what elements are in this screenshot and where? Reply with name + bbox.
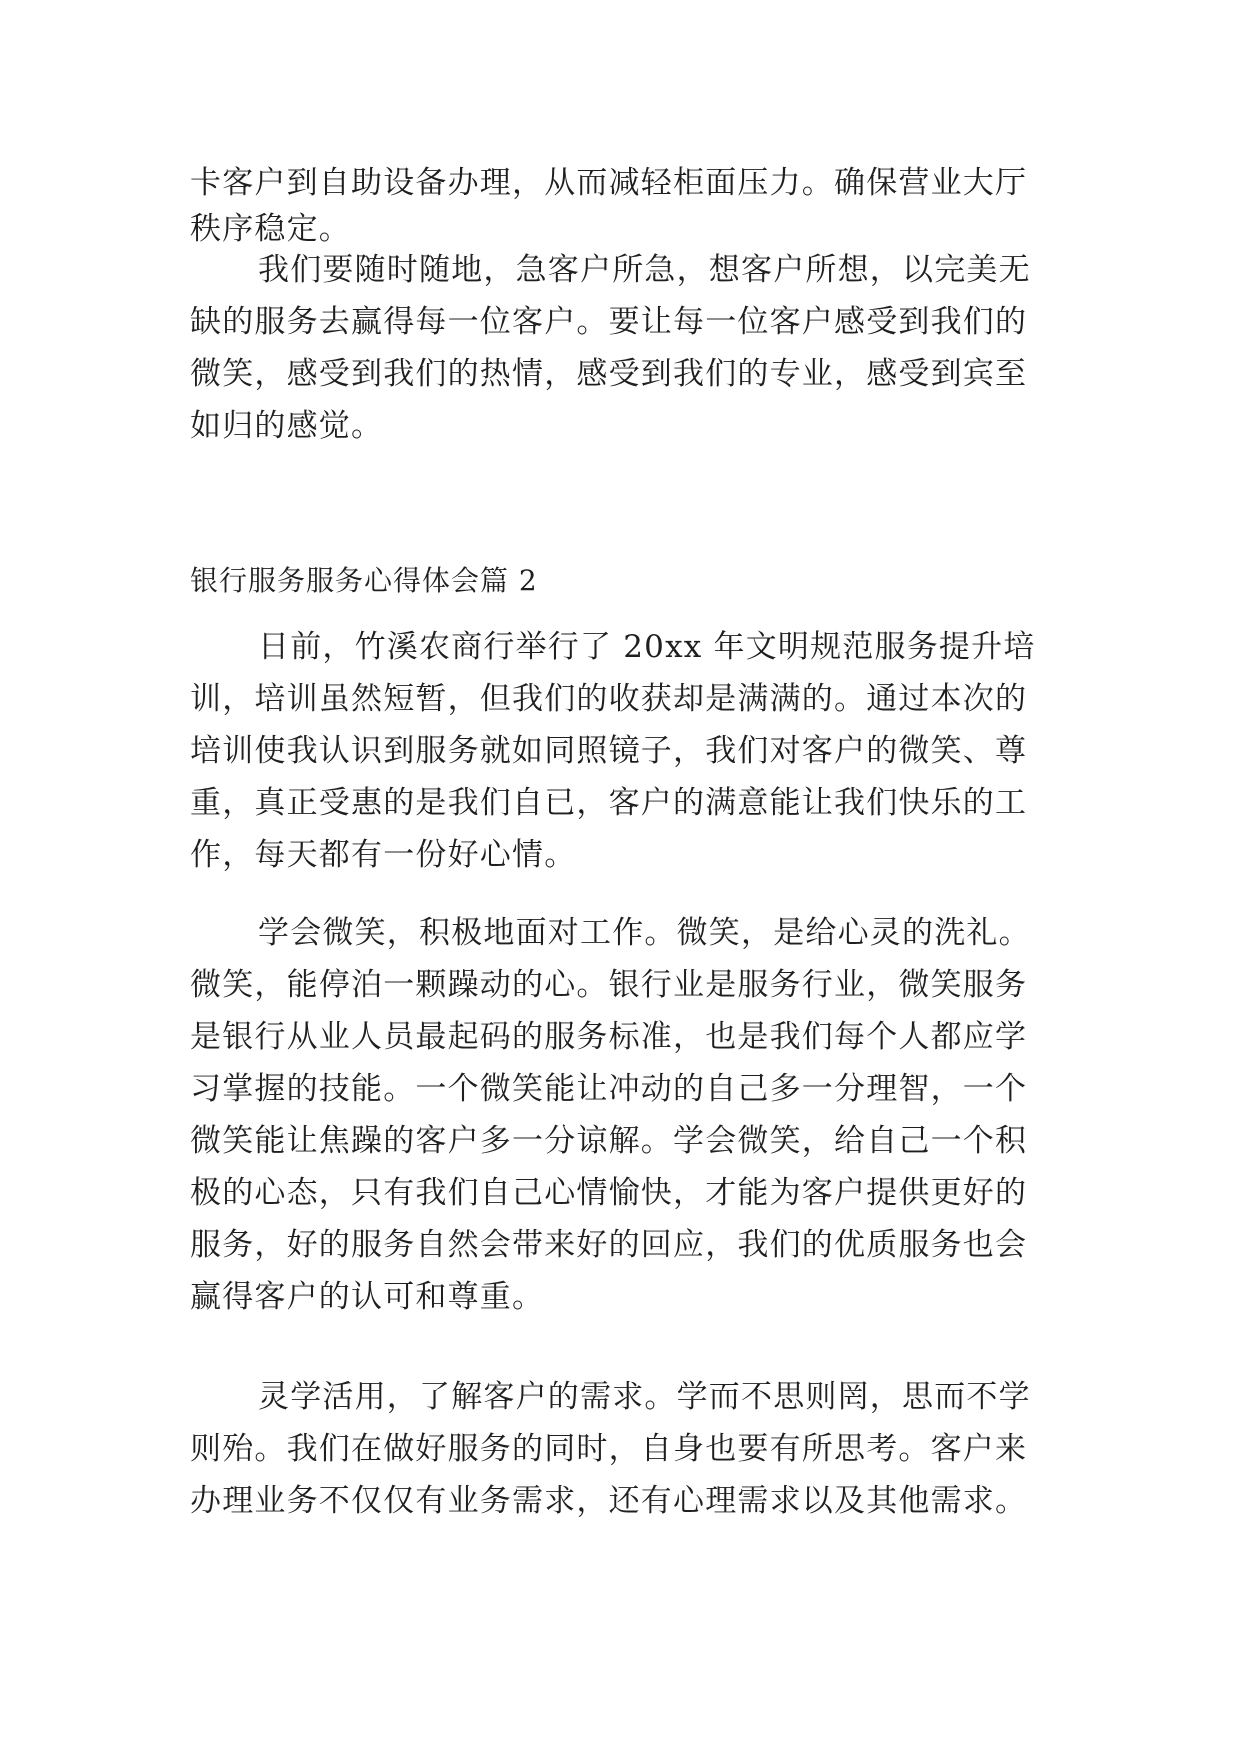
text-line: 微笑能让焦躁的客户多一分谅解。学会微笑，给自己一个积 <box>190 1123 1028 1159</box>
text-line: 极的心态，只有我们自己心情愉快，才能为客户提供更好的 <box>190 1175 1028 1211</box>
text-line: 缺的服务去赢得每一位客户。要让每一位客户感受到我们的 <box>190 304 1028 340</box>
text-line: 作，每天都有一份好心情。 <box>190 837 577 873</box>
text-line: 卡客户到自助设备办理，从而减轻柜面压力。确保营业大厅 <box>190 165 1028 201</box>
text-line: 微笑，能停泊一颗躁动的心。银行业是服务行业，微笑服务 <box>190 967 1028 1003</box>
continuation-paragraph <box>190 160 1050 252</box>
text-line: 灵学活用，了解客户的需求。学而不思则罔，思而不学 <box>258 1379 1031 1415</box>
text-line: 培训使我认识到服务就如同照镜子，我们对客户的微笑、尊 <box>190 733 1028 769</box>
text-line: 重，真正受惠的是我们自已，客户的满意能让我们快乐的工 <box>190 785 1028 821</box>
paragraph-smile <box>190 910 1050 1320</box>
paragraph-customer-needs <box>190 1374 1050 1524</box>
text-line: 学会微笑，积极地面对工作。微笑，是给心灵的洗礼。 <box>258 915 1031 951</box>
section-heading: 银行服务服务心得体会篇 2 <box>190 564 538 597</box>
text-line: 训，培训虽然短暂，但我们的收获却是满满的。通过本次的 <box>190 681 1028 717</box>
text-line: 秩序稳定。 <box>190 211 351 247</box>
section-title <box>190 558 1050 604</box>
text-line: 服务，好的服务自然会带来好的回应，我们的优质服务也会 <box>190 1227 1028 1263</box>
text-line: 办理业务不仅仅有业务需求，还有心理需求以及其他需求。 <box>190 1483 1028 1519</box>
text-line: 是银行从业人员最起码的服务标准，也是我们每个人都应学 <box>190 1019 1028 1055</box>
paragraph-training <box>190 624 1050 878</box>
text-line: 习掌握的技能。一个微笑能让冲动的自己多一分理智，一个 <box>190 1071 1028 1107</box>
text-line: 我们要随时随地，急客户所急，想客户所想，以完美无 <box>258 252 1031 288</box>
text-line: 微笑，感受到我们的热情，感受到我们的专业，感受到宾至 <box>190 356 1028 392</box>
text-line: 则殆。我们在做好服务的同时，自身也要有所思考。客户来 <box>190 1431 1028 1467</box>
text-line: 日前，竹溪农商行举行了 20xx 年文明规范服务提升培 <box>258 629 1036 665</box>
text-line: 如归的感觉。 <box>190 408 384 444</box>
paragraph-service-attitude <box>190 247 1050 449</box>
text-line: 赢得客户的认可和尊重。 <box>190 1279 545 1315</box>
